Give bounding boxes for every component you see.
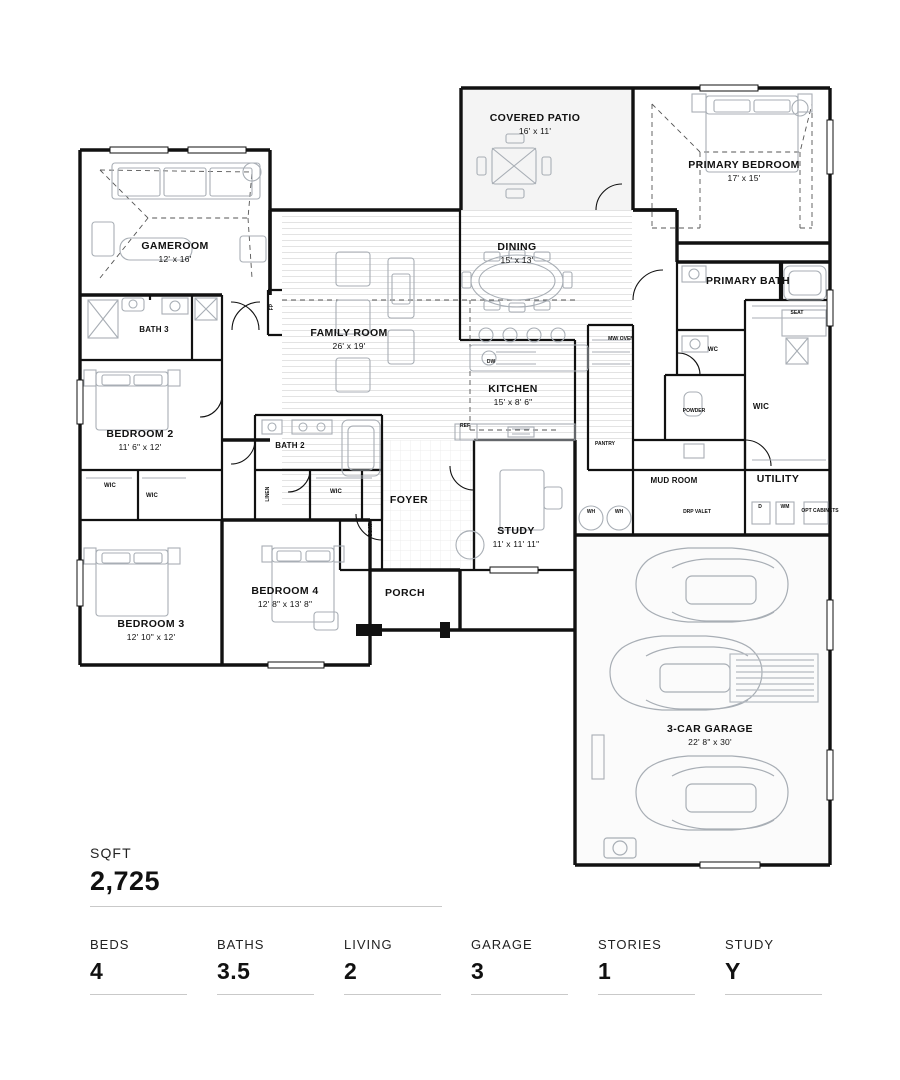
room-name: FP — [268, 303, 275, 311]
stat-divider — [90, 994, 187, 995]
room-dimensions: 22' 8" x 30' — [688, 737, 732, 748]
stat-baths — [217, 937, 344, 995]
stat-study — [725, 937, 852, 995]
room-name: COVERED PATIO — [489, 112, 581, 124]
room-name: 3-CAR GARAGE — [667, 723, 753, 735]
sqft-label: SQFT — [90, 845, 132, 861]
room-name: STUDY — [497, 525, 535, 537]
room-name: POWDER — [682, 408, 706, 414]
room-name: PRIMARY BATH — [706, 275, 790, 287]
room-dimensions: 16' x 11' — [518, 126, 552, 137]
stat-key: BEDS — [90, 937, 130, 952]
stat-value: 3.5 — [217, 958, 251, 984]
stat-key: GARAGE — [471, 937, 533, 952]
floor-fills — [80, 88, 830, 865]
stat-key: BATHS — [217, 937, 265, 952]
room-name: WH — [614, 509, 624, 515]
room-name: DW — [486, 359, 496, 365]
room-name: LINEN — [264, 486, 271, 502]
stat-divider — [344, 994, 441, 995]
room-name: WC — [707, 347, 719, 353]
room-dimensions: 11' 6" x 12' — [118, 442, 162, 453]
room-name: SEAT — [790, 310, 804, 316]
stat-row — [90, 937, 830, 995]
room-name: BATH 3 — [139, 325, 169, 334]
room-name: FAMILY ROOM — [310, 327, 388, 339]
stat-value: 4 — [90, 958, 104, 984]
stat-garage — [471, 937, 598, 995]
plan-stats — [90, 845, 830, 995]
room-name: WIC — [752, 402, 770, 411]
room-name: OPT CABINETS — [801, 508, 839, 514]
room-dimensions: 15' x 8' 6" — [493, 397, 533, 408]
room-dimensions: 26' x 19' — [332, 341, 366, 352]
stat-living — [344, 937, 471, 995]
room-name: BEDROOM 2 — [106, 428, 174, 440]
room-name: PORCH — [385, 587, 425, 599]
room-name: DRP VALET — [683, 509, 711, 515]
stat-divider — [217, 994, 314, 995]
room-name: FOYER — [389, 494, 429, 506]
room-name: DINING — [497, 241, 537, 253]
stat-divider — [725, 994, 822, 995]
room-name: COAT — [367, 523, 374, 538]
room-name: MW/ OVEN — [608, 336, 634, 342]
room-name: BEDROOM 4 — [251, 585, 319, 597]
stat-stories — [598, 937, 725, 995]
stat-beds — [90, 937, 217, 995]
sqft-divider — [90, 906, 442, 907]
stat-value: Y — [725, 958, 741, 984]
room-name: KITCHEN — [488, 383, 538, 395]
stat-key: LIVING — [344, 937, 393, 952]
stat-key: STORIES — [598, 937, 662, 952]
stat-divider — [471, 994, 568, 995]
room-name: PRIMARY BEDROOM — [688, 159, 800, 171]
stat-value: 1 — [598, 958, 612, 984]
room-name: WIC — [330, 489, 342, 495]
sqft-value: 2,725 — [90, 866, 161, 896]
room-name: MUD ROOM — [650, 476, 698, 485]
room-name: PANTRY — [595, 441, 615, 447]
room-name: WIC — [146, 493, 158, 499]
room-dimensions: 11' x 11' 11" — [492, 539, 540, 550]
room-name: WIC — [104, 483, 116, 489]
room-dimensions: 12' x 16' — [158, 254, 192, 265]
room-name: UTILITY — [756, 473, 800, 485]
room-dimensions: 17' x 15' — [727, 173, 761, 184]
room-dimensions: 12' 8" x 13' 8" — [257, 599, 313, 610]
room-name: REF — [460, 423, 470, 429]
room-dimensions: 15' x 13' — [500, 255, 534, 266]
room-name: GAMEROOM — [141, 240, 209, 252]
room-name: D — [758, 504, 762, 510]
stat-value: 3 — [471, 958, 485, 984]
sqft-block — [90, 845, 442, 907]
room-dimensions: 12' 10" x 12' — [126, 632, 176, 643]
stat-divider — [598, 994, 695, 995]
room-name: WM — [780, 504, 790, 510]
room-name: BATH 2 — [275, 441, 305, 450]
stat-value: 2 — [344, 958, 358, 984]
stat-key: STUDY — [725, 937, 775, 952]
room-name: BEDROOM 3 — [117, 618, 185, 630]
room-name: WH — [586, 509, 596, 515]
